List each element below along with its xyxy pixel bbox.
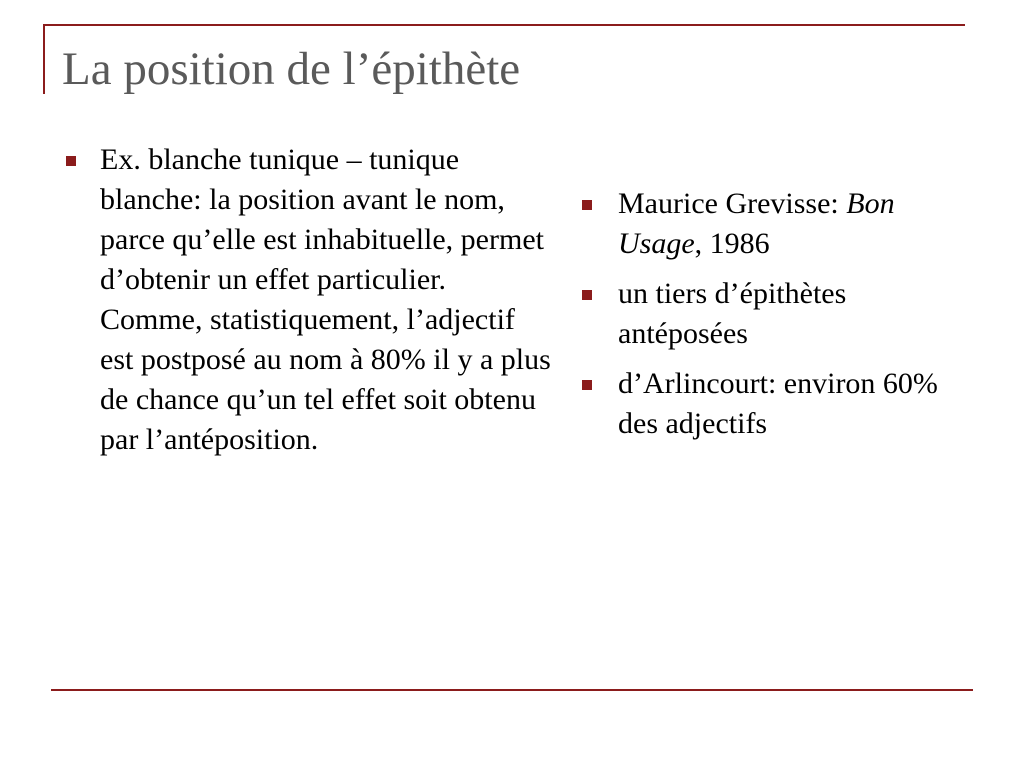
list-item	[578, 184, 978, 264]
list-item	[62, 140, 552, 460]
bullet-text-prefix: Maurice Grevisse:	[618, 187, 847, 220]
left-bullet-list	[62, 140, 552, 460]
left-frame-rule	[43, 24, 45, 94]
right-bullet-list	[578, 184, 978, 444]
square-bullet-icon	[582, 380, 592, 390]
bottom-rule	[51, 689, 973, 691]
top-frame-rule	[43, 24, 965, 26]
slide-title: La position de l’épithète	[62, 43, 521, 95]
square-bullet-icon	[582, 290, 592, 300]
book-title: Bon Usage	[618, 187, 895, 260]
square-bullet-icon	[582, 200, 592, 210]
list-item	[578, 274, 978, 354]
bullet-text: d’Arlincourt: environ 60% des adjectifs	[618, 367, 938, 440]
bullet-text-suffix: , 1986	[694, 227, 770, 260]
square-bullet-icon	[66, 156, 76, 166]
left-column	[62, 140, 552, 470]
bullet-text: Ex. blanche tunique – tunique blanche: la position avant le nom, parce qu’elle est inhabituelle, permet d’obtenir un effet particulier. Comme, statistiquement, l’adjectif est postposé au nom à 80% il y a plus de chance qu’un tel effet soit obtenu par l’antéposition.	[100, 143, 551, 456]
bullet-text: un tiers d’épithètes antéposées	[618, 277, 847, 350]
right-column	[578, 184, 978, 454]
list-item	[578, 364, 978, 444]
